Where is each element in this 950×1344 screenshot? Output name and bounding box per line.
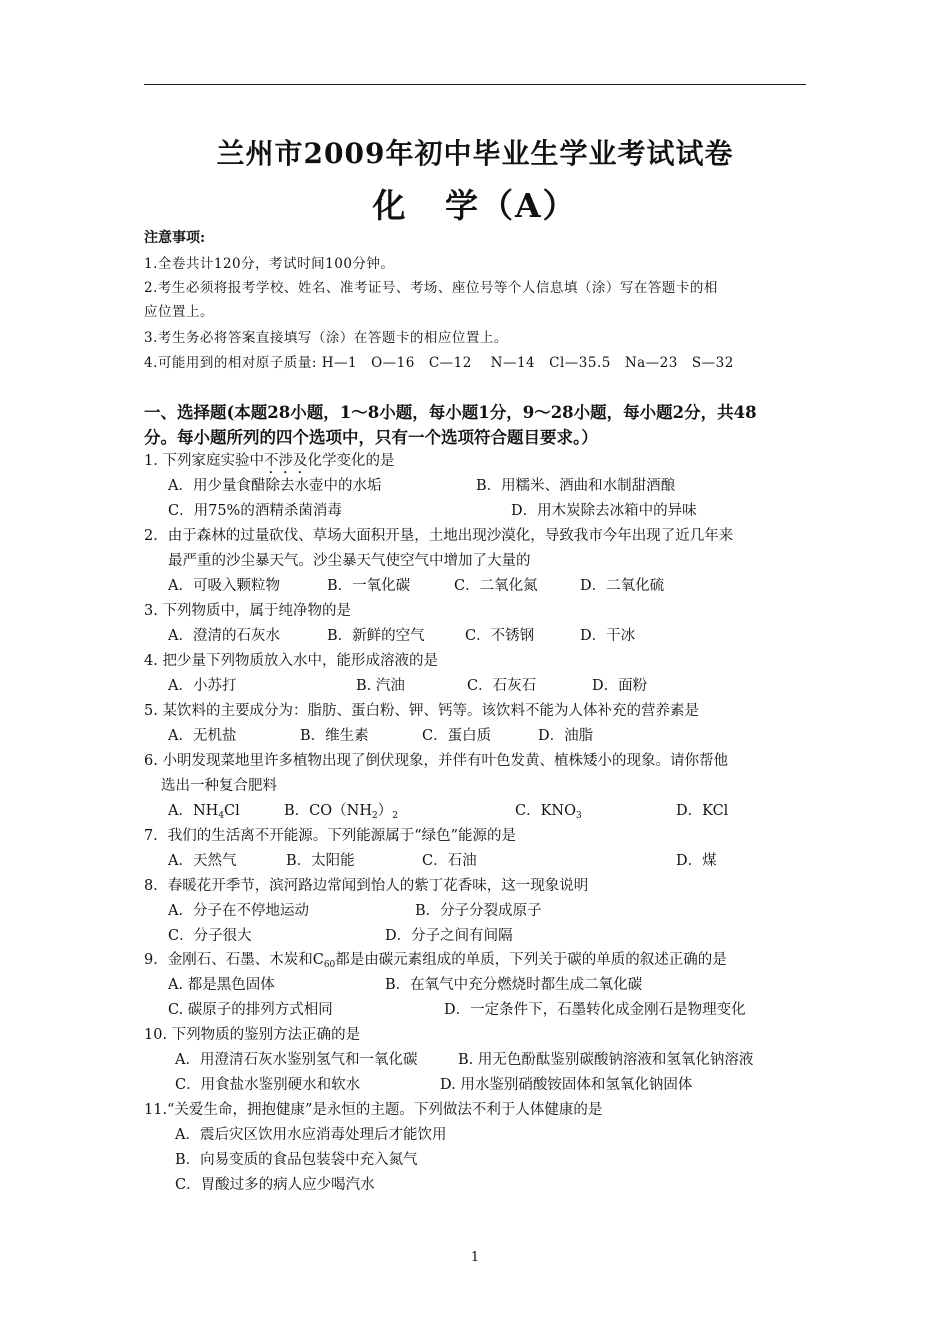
q11-option-a: A．震后灾区饮用水应消毒处理后才能饮用 — [175, 1127, 447, 1143]
q1-option-b: B．用糯米、酒曲和水制甜酒酿 — [476, 478, 676, 494]
q10-option-a: A．用澄清石灰水鉴别氢气和一氧化碳 — [175, 1052, 418, 1068]
q3-option-a: A．澄清的石灰水 — [168, 628, 280, 644]
q1-option-c: C．用75%的酒精杀菌消毒 — [168, 503, 342, 519]
q5-option-c: C．蛋白质 — [422, 728, 492, 744]
subject-title: 化 学（A） — [372, 186, 578, 225]
q4-option-c: C．石灰石 — [467, 678, 537, 694]
notice-item: 3.考生务必将答案直接填写（涂）在答题卡的相应位置上。 — [144, 330, 508, 346]
q7-option-c: C．石油 — [422, 853, 477, 869]
page-number: 1 — [470, 1250, 480, 1265]
q4-option-b: B. 汽油 — [356, 678, 405, 694]
q9-option-d: D．一定条件下，石墨转化成金刚石是物理变化 — [444, 1002, 746, 1018]
q11-option-c: C．胃酸过多的病人应少喝汽水 — [175, 1177, 375, 1193]
q3-option-d: D．干冰 — [580, 628, 636, 644]
section-heading-line2: 分。每小题所列的四个选项中，只有一个选项符合题目要求。） — [144, 428, 598, 447]
q2-option-a: A．可吸入颗粒物 — [168, 578, 280, 594]
q11-option-b: B．向易变质的食品包装袋中充入氮气 — [175, 1152, 418, 1168]
q9-option-c: C. 碳原子的排列方式相同 — [168, 1002, 333, 1018]
q2-option-b: B．一氧化碳 — [327, 578, 411, 594]
q7-option-a: A．天然气 — [168, 853, 237, 869]
notice-item: 4.可能用到的相对原子质量: H—1 O—16 C—12 N—14 Cl—35.5 Na—23 S—32 — [144, 355, 734, 371]
question-8-stem: 8．春暖花开季节，滨河路边常闻到怡人的紫丁花香味，这一现象说明 — [144, 878, 589, 894]
q8-option-c: C．分子很大 — [168, 928, 252, 944]
q9-option-b: B．在氧气中充分燃烧时都生成二氧化碳 — [385, 977, 643, 993]
q8-option-b: B．分子分裂成原子 — [415, 903, 542, 919]
question-6-stem-cont: 选出一种复合肥料 — [161, 778, 277, 794]
emphasis-text: 不涉及 — [263, 453, 308, 469]
question-3-stem: 3. 下列物质中，属于纯净物的是 — [144, 603, 351, 619]
question-10-stem: 10. 下列物质的鉴别方法正确的是 — [144, 1027, 361, 1043]
q6-option-d: D．KCl — [676, 803, 729, 819]
header-rule — [144, 84, 806, 85]
question-9-stem: 9．金刚石、石墨、木炭和$C_{60}$都是由碳元素组成的单质，下列关于碳的单质的叙述正确的是 — [144, 952, 727, 970]
notice-item: 2.考生必须将报考学校、姓名、准考证号、考场、座位号等个人信息填（涂）写在答题卡的相 — [144, 280, 718, 296]
question-2-stem-cont: 最严重的沙尘暴天气。沙尘暴天气使空气中增加了大量的 — [168, 553, 531, 569]
q7-option-d: D．煤 — [676, 853, 717, 869]
notice-heading: 注意事项: — [144, 230, 206, 246]
q6-option-a: A．$NH_4Cl$ — [168, 803, 240, 821]
q10-option-b: B. 用无色酚酞鉴别碳酸钠溶液和氢氧化钠溶液 — [458, 1052, 754, 1068]
q9-option-a: A. 都是黑色固体 — [168, 977, 275, 993]
question-11-stem: 11.“关爱生命，拥抱健康”是永恒的主题。下列做法不利于人体健康的是 — [144, 1102, 603, 1118]
q5-option-b: B．维生素 — [300, 728, 369, 744]
q4-option-a: A．小苏打 — [168, 678, 237, 694]
q1-option-a: A．用少量食醋除去水壶中的水垢 — [168, 478, 382, 494]
q2-option-c: C．二氧化氮 — [454, 578, 538, 594]
question-6-stem: 6. 小明发现菜地里许多植物出现了倒伏现象，并伴有叶色发黄、植株矮小的现象。请你帮他 — [144, 753, 728, 769]
q5-option-d: D．油脂 — [538, 728, 594, 744]
q8-option-d: D．分子之间有间隔 — [385, 928, 513, 944]
question-2-stem: 2．由于森林的过量砍伐、草场大面积开垦，土地出现沙漠化，导致我市今年出现了近几年来 — [144, 528, 734, 544]
q8-option-a: A．分子在不停地运动 — [168, 903, 309, 919]
notice-item: 应位置上。 — [144, 304, 214, 320]
question-1-stem: 1. 下列家庭实验中不涉及化学变化的是 — [144, 453, 395, 469]
q7-option-b: B．太阳能 — [286, 853, 355, 869]
q1-option-d: D．用木炭除去冰箱中的异味 — [511, 503, 697, 519]
q4-option-d: D．面粉 — [592, 678, 648, 694]
q5-option-a: A．无机盐 — [168, 728, 237, 744]
question-5-stem: 5. 某饮料的主要成分为：脂肪、蛋白粉、钾、钙等。该饮料不能为人体补充的营养素是 — [144, 703, 699, 719]
notice-item: 1.全卷共计120分，考试时间100分钟。 — [144, 256, 395, 272]
q3-option-c: C．不锈钢 — [465, 628, 535, 644]
q6-option-b: B．$CO(NH_2)_2$ — [284, 803, 398, 821]
q10-option-d: D. 用水鉴别硝酸铵固体和氢氧化钠固体 — [440, 1077, 693, 1093]
q10-option-c: C．用食盐水鉴别硬水和软水 — [175, 1077, 361, 1093]
q2-option-d: D．二氧化硫 — [580, 578, 665, 594]
section-heading-line1: 一、选择题(本题28小题，1～8小题，每小题1分，9～28小题，每小题2分，共48 — [144, 403, 757, 422]
question-4-stem: 4. 把少量下列物质放入水中，能形成溶液的是 — [144, 653, 438, 669]
question-7-stem: 7．我们的生活离不开能源。下列能源属于“绿色”能源的是 — [144, 828, 517, 844]
exam-title: 兰州市2009年初中毕业生学业考试试卷 — [216, 137, 734, 170]
q3-option-b: B．新鲜的空气 — [327, 628, 425, 644]
q6-option-c: C．$KNO_3$ — [515, 803, 582, 821]
